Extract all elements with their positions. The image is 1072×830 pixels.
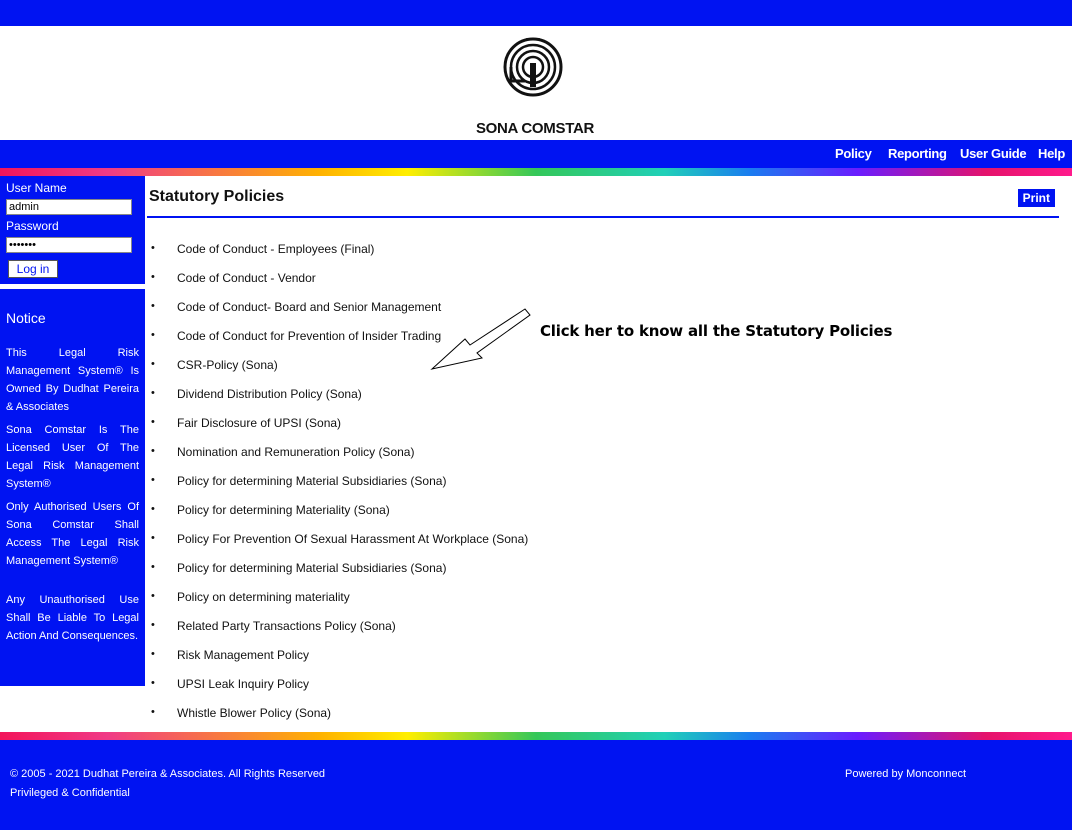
sona-comstar-logo-icon [503, 37, 563, 97]
login-form [0, 176, 145, 284]
print-button[interactable]: Print [1018, 189, 1055, 207]
policy-link[interactable]: • UPSI Leak Inquiry Policy [151, 677, 310, 691]
policy-link[interactable]: • Fair Disclosure of UPSI (Sona) [151, 416, 342, 430]
bullet-icon: • [151, 387, 155, 399]
policy-link[interactable]: • CSR-Policy (Sona) [151, 358, 278, 372]
username-input[interactable]: admin [6, 199, 132, 215]
sidebar [0, 176, 145, 686]
policy-link[interactable]: • Code of Conduct - Employees (Final) [151, 242, 375, 256]
bullet-icon: • [151, 706, 155, 718]
password-label: Password [6, 219, 59, 233]
bullet-icon: • [151, 677, 155, 689]
nav-help[interactable]: Help [1038, 146, 1065, 161]
brand-name: SONA COMSTAR [475, 120, 595, 137]
notice-paragraph: This Legal Risk Management System® Is Owned By Dudhat Pereira & Associates [6, 347, 139, 413]
policy-link[interactable]: • Dividend Distribution Policy (Sona) [151, 387, 362, 401]
bullet-icon: • [151, 532, 155, 544]
bullet-icon: • [151, 358, 155, 370]
username-label: User Name [6, 181, 67, 195]
top-navigation [0, 140, 1072, 168]
nav-user-guide[interactable]: User Guide [960, 146, 1027, 161]
bullet-icon: • [151, 329, 155, 341]
policy-link[interactable]: • Code of Conduct for Prevention of Insider Trading [151, 329, 442, 343]
page-title: Statutory Policies [149, 188, 285, 205]
policy-link[interactable]: • Nomination and Remuneration Policy (Sona) [151, 445, 415, 459]
policy-link[interactable]: • Code of Conduct- Board and Senior Management [151, 300, 442, 314]
top-band [0, 0, 1072, 26]
policy-link[interactable]: • Policy for determining Material Subsidiaries (Sona) [151, 561, 447, 575]
nav-reporting[interactable]: Reporting [888, 146, 947, 161]
annotation-callout: Click her to know all the Statutory Policies [540, 322, 893, 340]
login-button[interactable]: Log in [8, 260, 58, 278]
notice-paragraph: Any Unauthorised Use Shall Be Liable To Legal Action And Consequences. [6, 594, 139, 642]
footer-confidential: Privileged & Confidential [10, 787, 130, 799]
bullet-icon: • [151, 416, 155, 428]
decorative-gradient-bar [0, 168, 1072, 176]
bullet-icon: • [151, 619, 155, 631]
bullet-icon: • [151, 561, 155, 573]
policy-link[interactable]: • Risk Management Policy [151, 648, 310, 662]
bullet-icon: • [151, 445, 155, 457]
bullet-icon: • [151, 271, 155, 283]
bullet-icon: • [151, 242, 155, 254]
bullet-icon: • [151, 648, 155, 660]
main-content [145, 176, 1072, 732]
notice-paragraph: Sona Comstar Is The Licensed User Of The Legal Risk Management System® [6, 424, 139, 490]
policy-link[interactable]: • Policy on determining materiality [151, 590, 350, 604]
policy-link[interactable]: • Whistle Blower Policy (Sona) [151, 706, 332, 720]
sidebar-divider [0, 284, 145, 289]
logo-area [0, 26, 1072, 140]
policy-link[interactable]: • Code of Conduct - Vendor [151, 271, 316, 285]
notice-paragraph: Only Authorised Users Of Sona Comstar Shall Access The Legal Risk Management System® [6, 501, 139, 567]
footer-powered-by[interactable]: Powered by Monconnect [845, 768, 967, 780]
bullet-icon: • [151, 590, 155, 602]
password-input[interactable]: ••••••• [6, 237, 132, 253]
bullet-icon: • [151, 300, 155, 312]
footer [0, 740, 1072, 830]
title-divider [147, 216, 1059, 218]
policy-link[interactable]: • Policy for determining Material Subsidiaries (Sona) [151, 474, 447, 488]
nav-policy[interactable]: Policy [835, 146, 872, 161]
policy-link[interactable]: • Policy for determining Materiality (Sona) [151, 503, 390, 517]
policy-link[interactable]: • Policy For Prevention Of Sexual Harassment At Workplace (Sona) [151, 532, 529, 546]
footer-copyright: © 2005 - 2021 Dudhat Pereira & Associates. All Rights Reserved [10, 768, 326, 780]
bullet-icon: • [151, 503, 155, 515]
policy-link[interactable]: • Related Party Transactions Policy (Sona) [151, 619, 396, 633]
decorative-gradient-bar [0, 732, 1072, 740]
notice-title: Notice [6, 310, 46, 326]
bullet-icon: • [151, 474, 155, 486]
annotation-arrow-icon [425, 303, 535, 375]
